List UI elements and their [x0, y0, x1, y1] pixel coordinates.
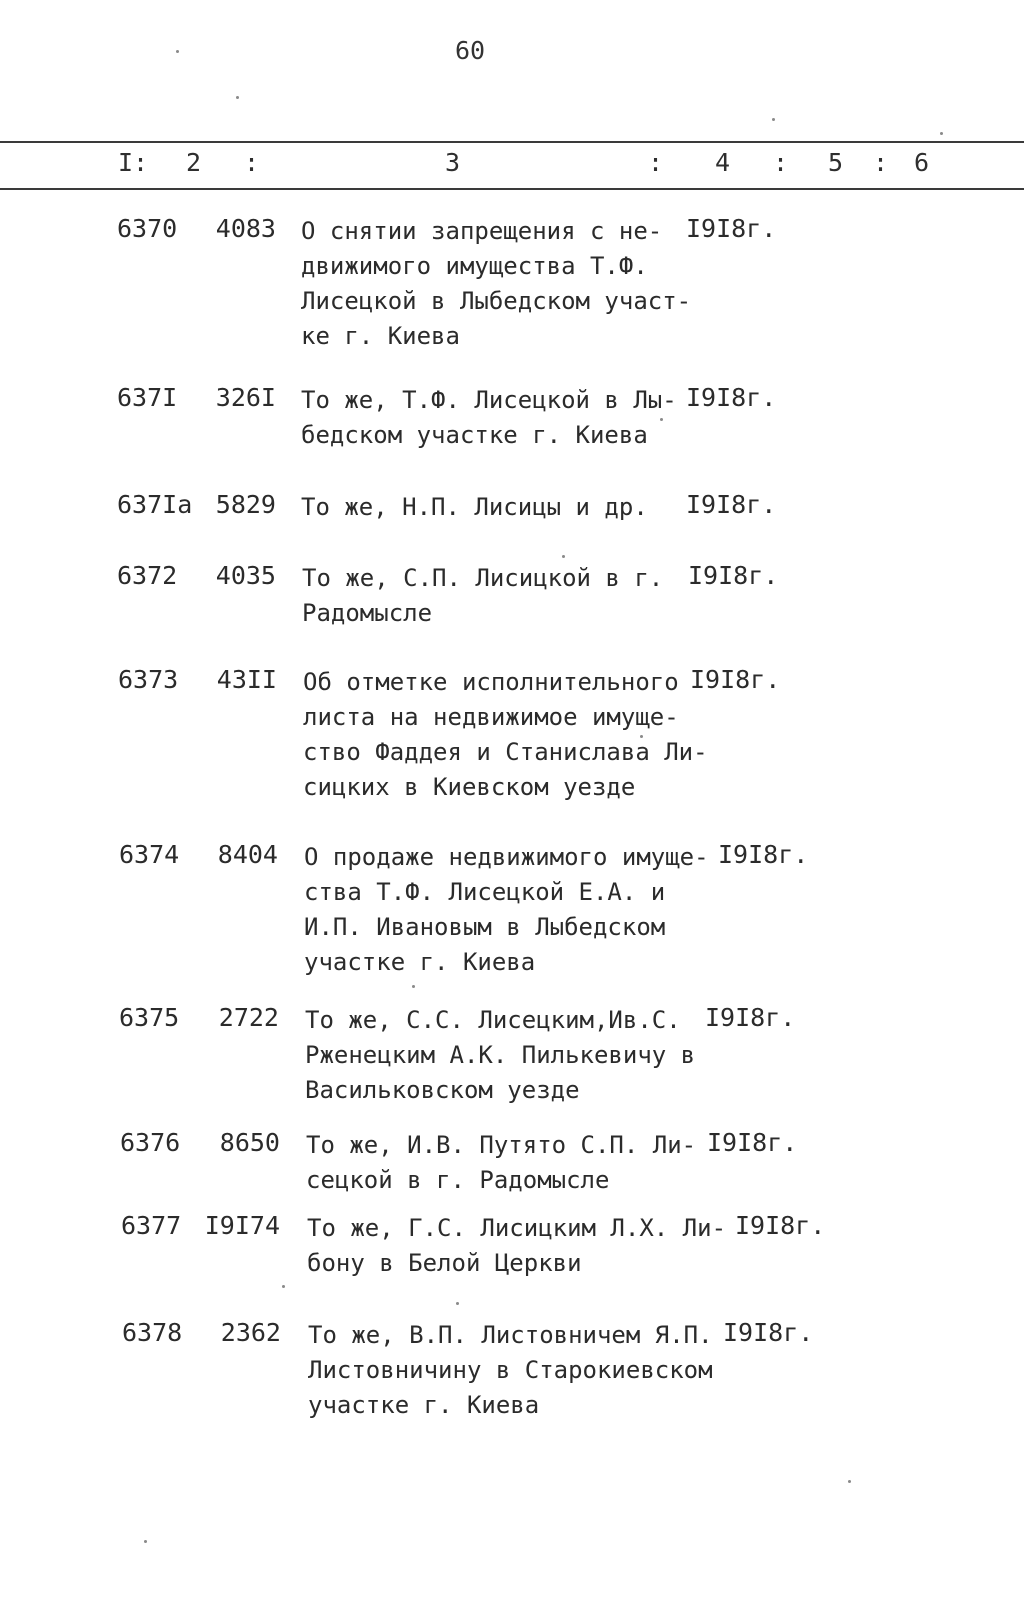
scan-speck: [660, 418, 663, 421]
header-sep-2: :: [648, 148, 664, 177]
record-description: О снятии запрещения с не- движимого имущества Т.Ф. Лисецкой в Лыбедском участ- ке г. Киева: [301, 217, 692, 350]
record-year: I9I8г.: [686, 214, 777, 243]
record-code: 2362: [220, 1318, 281, 1347]
record-code: 4035: [215, 561, 276, 590]
record-year: I9I8г.: [686, 383, 777, 412]
header-rule-bottom: [0, 188, 1024, 190]
record-year: I9I8г.: [735, 1211, 826, 1240]
header-col-1: I:: [118, 148, 149, 177]
record-description: Об отметке исполнительного листа на недвижимое имуще- ство Фаддея и Станислава Ли- сицких в Киевском уезде: [303, 668, 708, 801]
scan-speck: [640, 735, 643, 738]
record-code: 4083: [215, 214, 276, 243]
record-code: 2722: [218, 1003, 279, 1032]
scan-speck: [772, 118, 775, 121]
record-description: То же, Н.П. Лисицы и др.: [301, 493, 648, 521]
record-year: I9I8г.: [723, 1318, 814, 1347]
scan-speck: [456, 1302, 459, 1305]
record-description: О продаже недвижимого имуще- ства Т.Ф. Лисецкой Е.А. и И.П. Ивановым в Лыбедском участке г. Киева: [304, 843, 709, 976]
header-rule-top: [0, 141, 1024, 143]
header-col-6: 6: [914, 148, 930, 177]
record-description: То же, С.П. Лисицкой в г. Радомысле: [302, 564, 664, 627]
scan-speck: [412, 985, 415, 988]
record-description: То же, Т.Ф. Лисецкой в Лы- бедском участке г. Киева: [301, 386, 677, 449]
record-number: 6370: [117, 214, 178, 243]
record-code: I9I74: [204, 1211, 280, 1240]
scan-speck: [144, 1540, 147, 1543]
scan-speck: [848, 1480, 851, 1483]
header-col-5: 5: [828, 148, 844, 177]
header-col-4: 4: [715, 148, 731, 177]
record-number: 6372: [117, 561, 178, 590]
header-sep-3: :: [773, 148, 789, 177]
record-year: I9I8г.: [718, 840, 809, 869]
record-code: 5829: [215, 490, 276, 519]
scan-speck: [176, 50, 179, 53]
header-col-3: 3: [445, 148, 461, 177]
record-number: 6377: [121, 1211, 182, 1240]
scan-speck: [562, 555, 565, 558]
header-sep-4: :: [873, 148, 889, 177]
record-number: 637I: [117, 383, 178, 412]
record-code: 43II: [216, 665, 277, 694]
record-number: 637Iа: [117, 490, 193, 519]
record-year: I9I8г.: [705, 1003, 796, 1032]
record-number: 6376: [120, 1128, 181, 1157]
record-description: То же, И.В. Путято С.П. Ли- сецкой в г. Радомысле: [306, 1131, 697, 1194]
record-description: То же, Г.С. Лисицким Л.Х. Ли- бону в Белой Церкви: [307, 1214, 727, 1277]
record-code: 326I: [215, 383, 276, 412]
record-description: То же, В.П. Листовничем Я.П. Листовничину в Старокиевском участке г. Киева: [308, 1321, 713, 1419]
record-year: I9I8г.: [690, 665, 781, 694]
record-code: 8650: [219, 1128, 280, 1157]
record-code: 8404: [217, 840, 278, 869]
header-sep-1: :: [244, 148, 260, 177]
record-number: 6373: [118, 665, 179, 694]
scan-speck: [282, 1285, 285, 1288]
record-year: I9I8г.: [686, 490, 777, 519]
record-description: То же, С.С. Лисецким,Ив.С. Рженецким А.К. Пилькевичу в Васильковском уезде: [305, 1006, 696, 1104]
page-number: 60: [454, 36, 486, 65]
record-number: 6374: [119, 840, 180, 869]
record-year: I9I8г.: [707, 1128, 798, 1157]
scan-speck: [236, 96, 239, 99]
header-col-2: 2: [186, 148, 202, 177]
record-number: 6375: [119, 1003, 180, 1032]
record-year: I9I8г.: [688, 561, 779, 590]
record-number: 6378: [122, 1318, 183, 1347]
scan-speck: [940, 132, 943, 135]
